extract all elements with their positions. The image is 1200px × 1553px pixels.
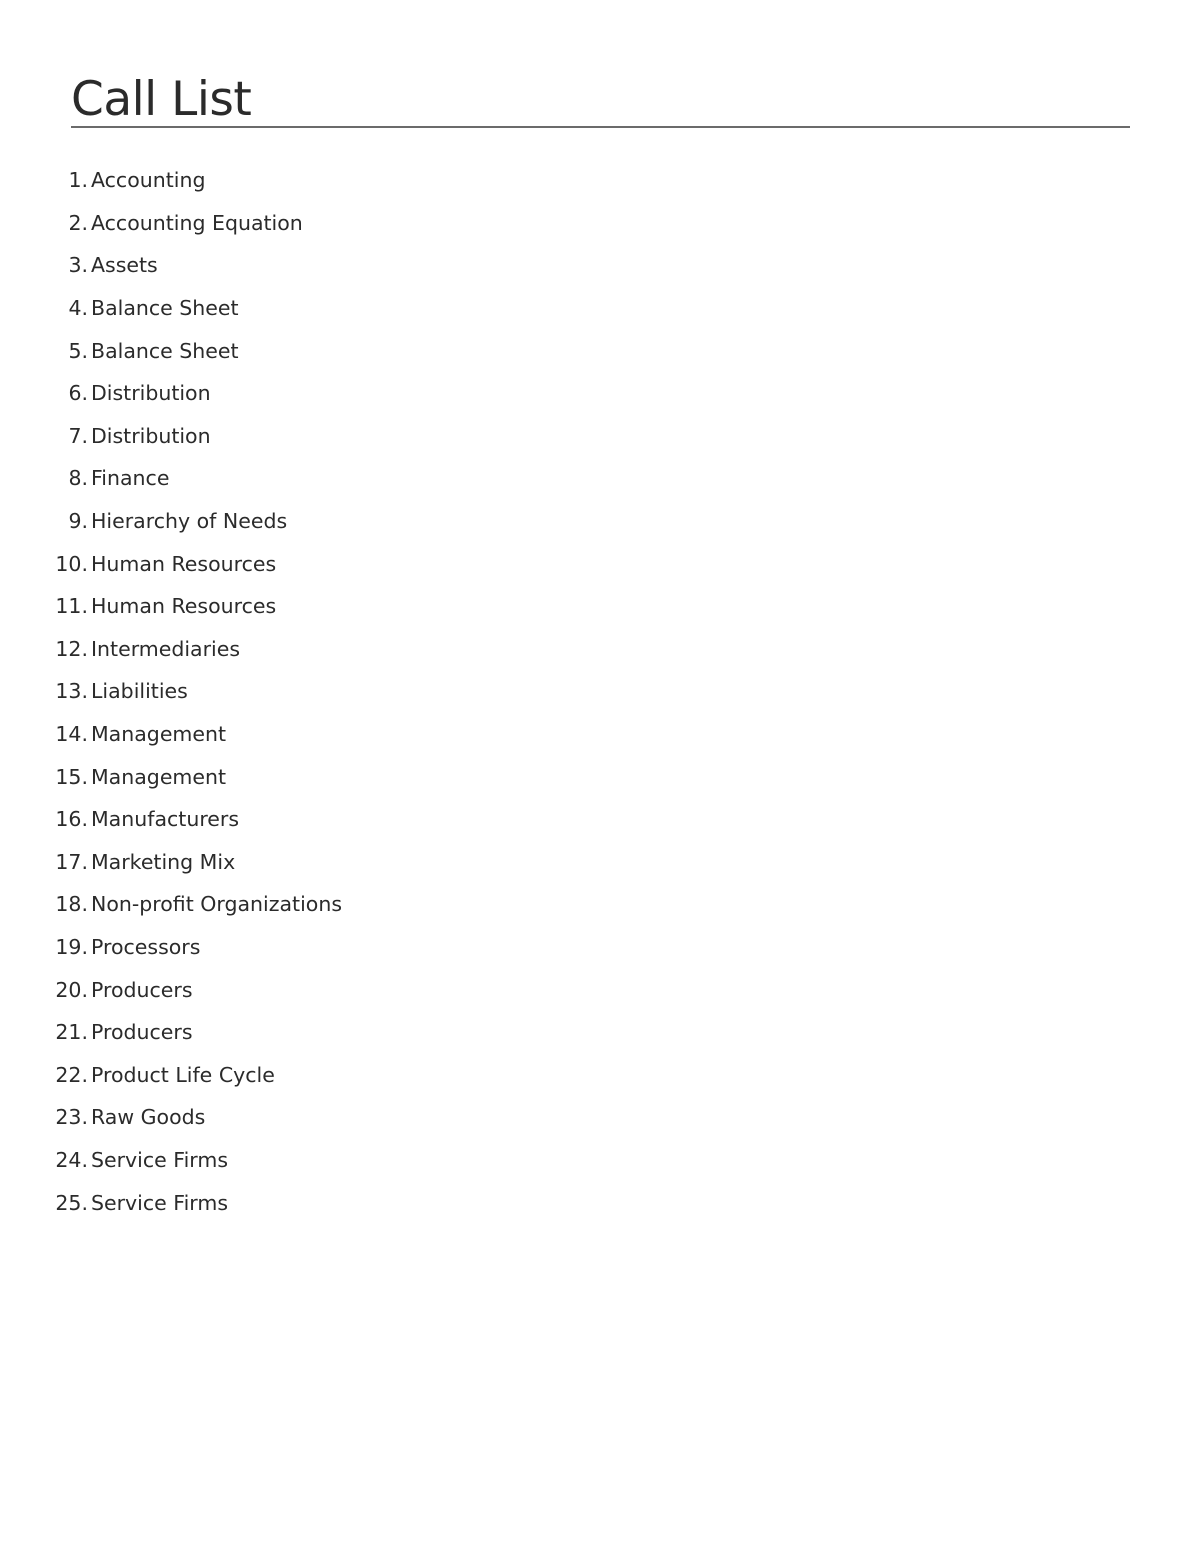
list-item bbox=[0, 542, 342, 585]
list-item-label: Balance Sheet bbox=[91, 338, 239, 363]
list-item bbox=[0, 1053, 342, 1096]
list-item-label: Human Resources bbox=[91, 594, 277, 619]
list-item bbox=[0, 798, 342, 841]
list-item-number: 9. bbox=[68, 509, 88, 534]
list-item-label: Service Firms bbox=[91, 1190, 228, 1215]
list-item bbox=[0, 1011, 342, 1054]
list-item-label: Hierarchy of Needs bbox=[91, 509, 288, 534]
list-item-number: 14. bbox=[55, 722, 88, 747]
list-item-number: 8. bbox=[68, 466, 88, 491]
list-item-number: 6. bbox=[68, 381, 88, 406]
list-item-number: 10. bbox=[55, 551, 88, 576]
list-item-number: 25. bbox=[55, 1190, 88, 1215]
list-item-number: 19. bbox=[55, 934, 88, 959]
list-item bbox=[0, 670, 342, 713]
list-item-number: 2. bbox=[68, 210, 88, 235]
list-item bbox=[0, 713, 342, 756]
list-item bbox=[0, 415, 342, 458]
list-item-label: Producers bbox=[91, 977, 193, 1002]
list-item-number: 21. bbox=[55, 1020, 88, 1045]
list-item bbox=[0, 883, 342, 926]
list-item-number: 23. bbox=[55, 1105, 88, 1130]
list-item-label: Liabilities bbox=[91, 679, 188, 704]
list-item-label: Management bbox=[91, 764, 227, 789]
list-item-label: Product Life Cycle bbox=[91, 1062, 275, 1087]
list-item-number: 20. bbox=[55, 977, 88, 1002]
list-item bbox=[0, 1096, 342, 1139]
list-item bbox=[0, 329, 342, 372]
list-item-number: 7. bbox=[68, 423, 88, 448]
list-item-number: 1. bbox=[68, 168, 88, 193]
list-item bbox=[0, 1139, 342, 1182]
list-item-number: 22. bbox=[55, 1062, 88, 1087]
list-item bbox=[0, 841, 342, 884]
list-item bbox=[0, 159, 342, 202]
list-item bbox=[0, 968, 342, 1011]
list-item bbox=[0, 457, 342, 500]
list-item-label: Raw Goods bbox=[91, 1105, 206, 1130]
list-item-number: 12. bbox=[55, 636, 88, 661]
list-item-label: Marketing Mix bbox=[91, 849, 236, 874]
list-item-label: Finance bbox=[91, 466, 170, 491]
list-item-label: Intermediaries bbox=[91, 636, 241, 661]
list-item bbox=[0, 926, 342, 969]
list-item-number: 13. bbox=[55, 679, 88, 704]
list-item-label: Distribution bbox=[91, 423, 211, 448]
list-item-number: 16. bbox=[55, 807, 88, 832]
list-item-label: Human Resources bbox=[91, 551, 277, 576]
list-item-label: Accounting bbox=[91, 168, 206, 193]
list-item bbox=[0, 755, 342, 798]
list-item bbox=[0, 585, 342, 628]
list-item bbox=[0, 628, 342, 671]
list-item-label: Accounting Equation bbox=[91, 210, 303, 235]
list-item bbox=[0, 244, 342, 287]
list-item-label: Producers bbox=[91, 1020, 193, 1045]
list-item-number: 24. bbox=[55, 1147, 88, 1172]
call-list bbox=[0, 159, 342, 1224]
list-item-number: 5. bbox=[68, 338, 88, 363]
list-item-label: Management bbox=[91, 722, 227, 747]
list-item bbox=[0, 372, 342, 415]
page-title: Call List bbox=[71, 72, 252, 127]
list-item bbox=[0, 202, 342, 245]
list-item bbox=[0, 1181, 342, 1224]
list-item-number: 4. bbox=[68, 296, 88, 321]
list-item-number: 3. bbox=[68, 253, 88, 278]
list-item-label: Balance Sheet bbox=[91, 296, 239, 321]
list-item-label: Assets bbox=[91, 253, 158, 278]
list-item-number: 15. bbox=[55, 764, 88, 789]
list-item-label: Non-profit Organizations bbox=[91, 892, 343, 917]
list-item-label: Service Firms bbox=[91, 1147, 228, 1172]
list-item-number: 11. bbox=[55, 594, 88, 619]
title-divider bbox=[71, 126, 1130, 128]
list-item-number: 18. bbox=[55, 892, 88, 917]
list-item-label: Manufacturers bbox=[91, 807, 240, 832]
list-item bbox=[0, 287, 342, 330]
list-item-number: 17. bbox=[55, 849, 88, 874]
list-item bbox=[0, 500, 342, 543]
list-item-label: Distribution bbox=[91, 381, 211, 406]
list-item-label: Processors bbox=[91, 934, 201, 959]
